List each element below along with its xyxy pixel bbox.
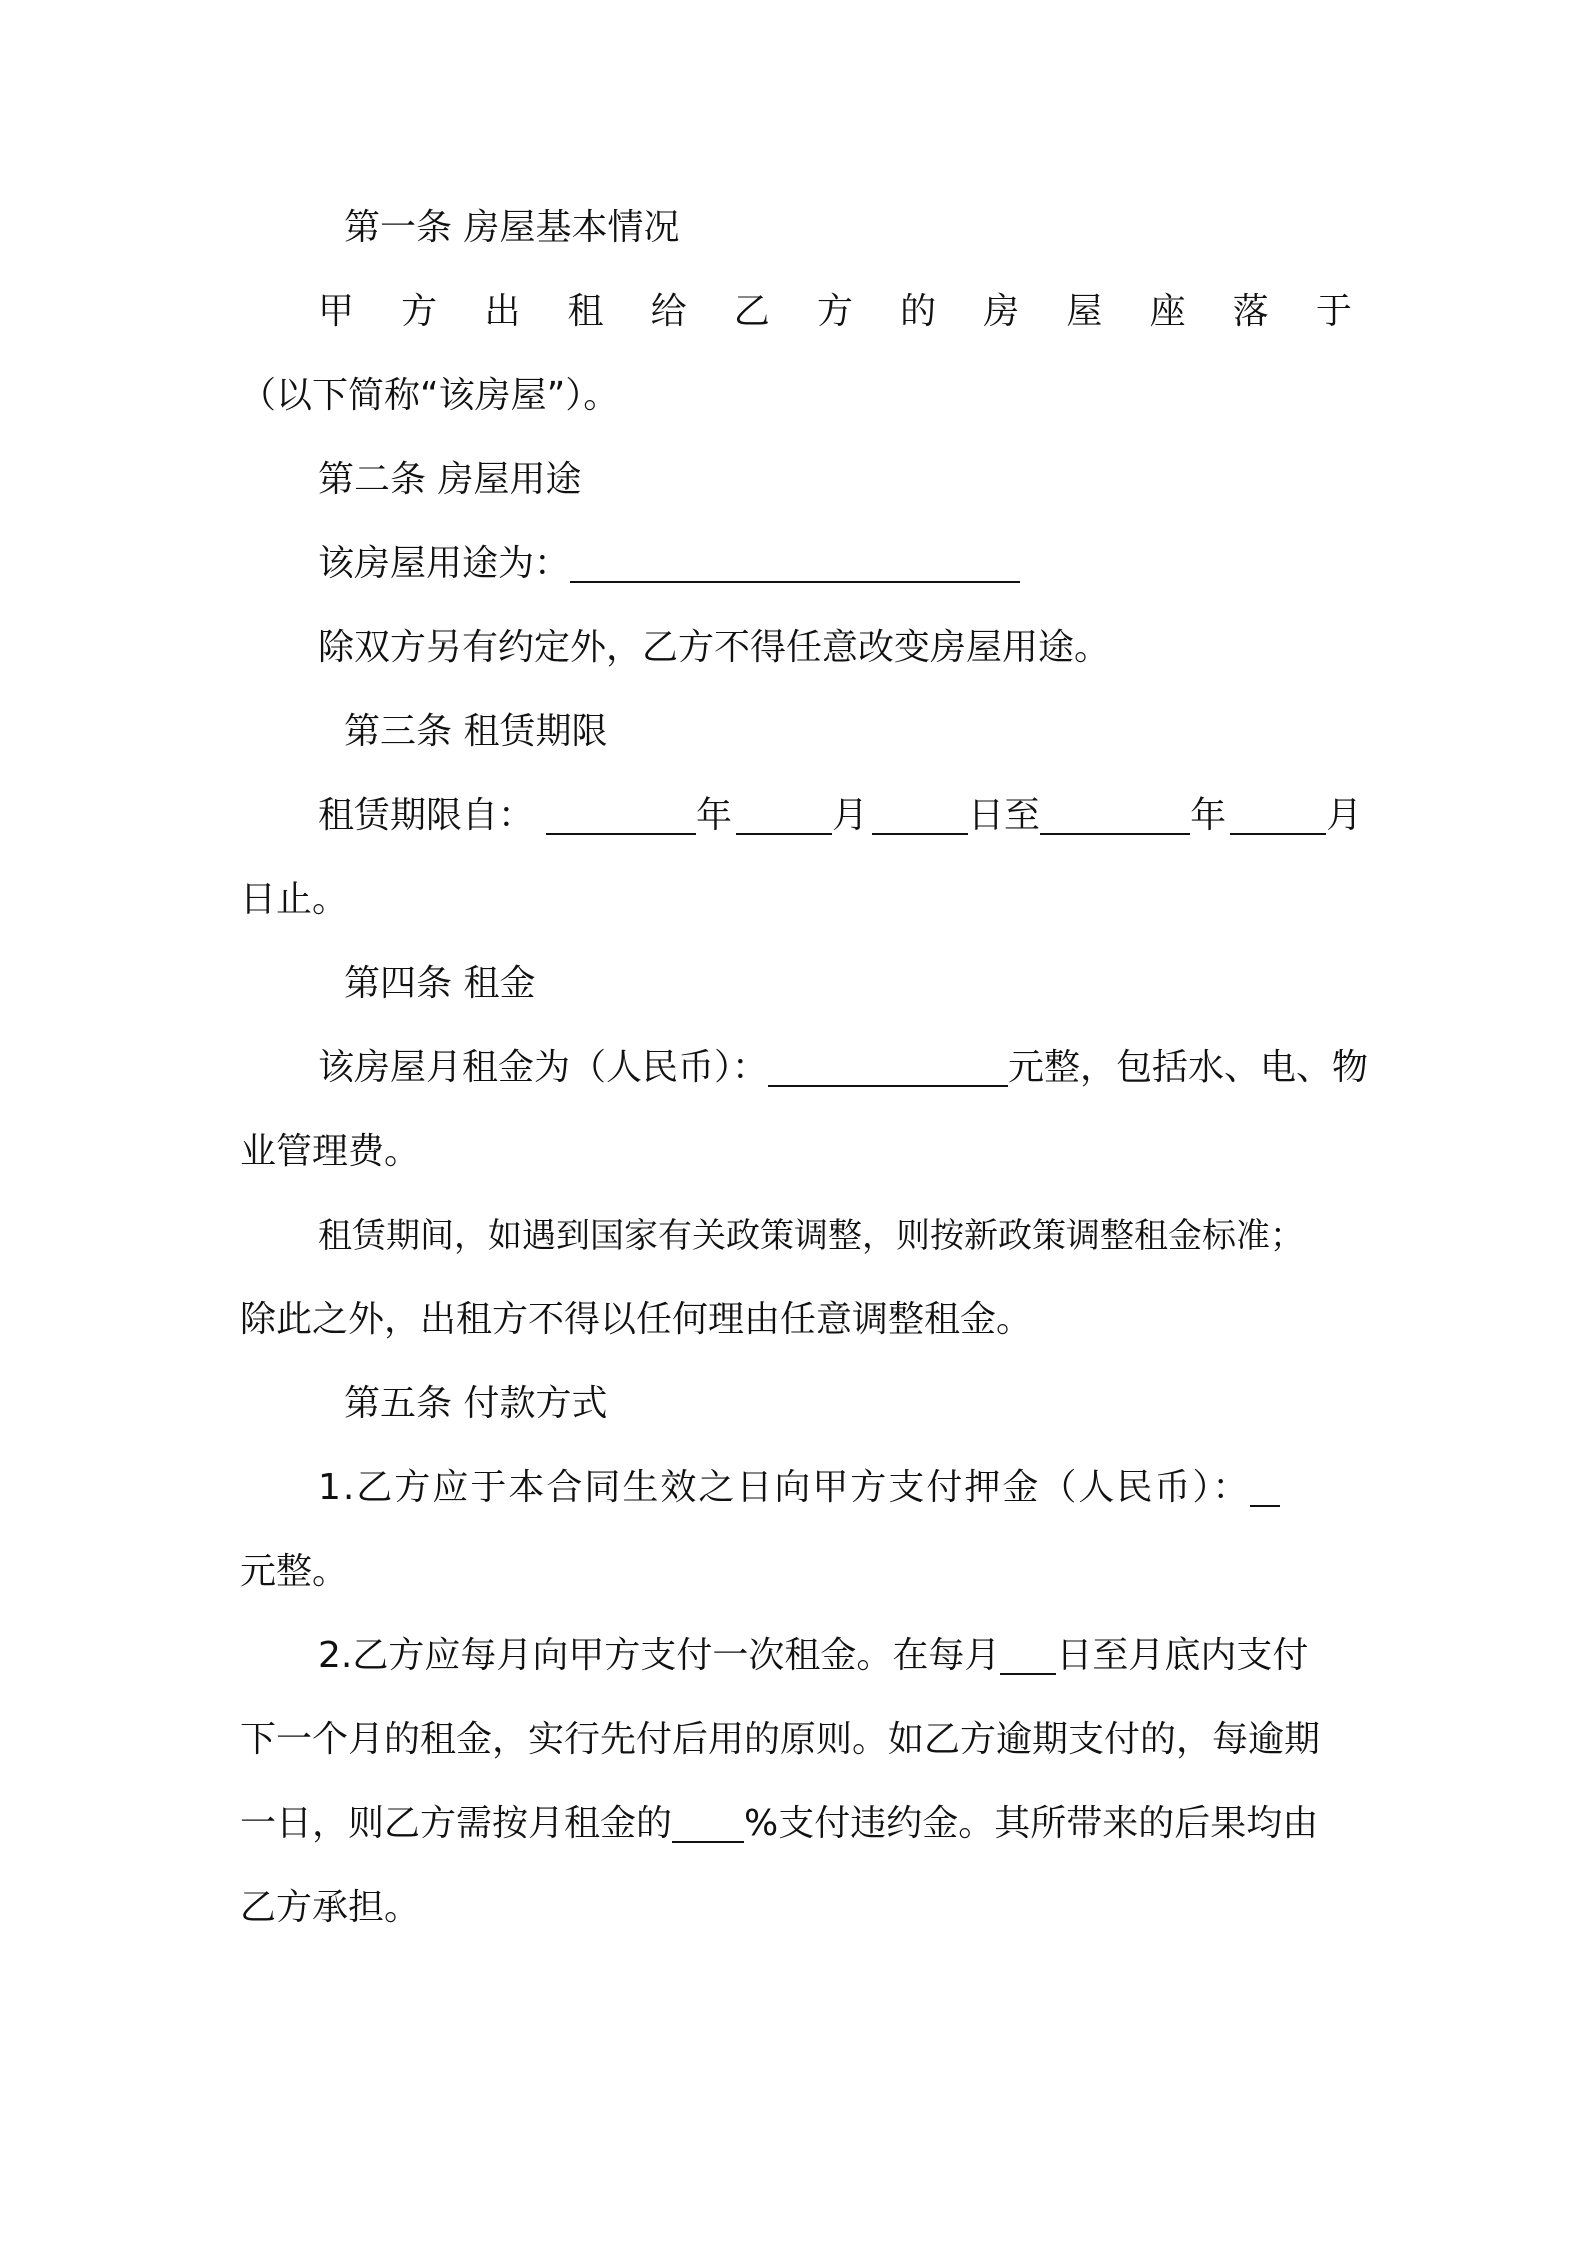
article5-item1-line1 xyxy=(318,1464,1352,1512)
item2-text-a: 2.乙方应每月向甲方支付一次租金。在每月 xyxy=(318,1635,1001,1676)
location-char: 房 xyxy=(983,291,1020,332)
article4-heading: 第四条 租金 xyxy=(344,963,536,1004)
location-char: 给 xyxy=(650,291,687,332)
article1-line2: （以下简称“该房屋”）。 xyxy=(240,375,620,416)
location-char: 方 xyxy=(401,291,438,332)
item1-text: 1.乙方应于本合同生效之日向甲方支付押金（人民币）： xyxy=(318,1467,1251,1508)
article4-policy-line1: 租赁期间，如遇到国家有关政策调整，则按新政策调整租金标准； xyxy=(318,1216,1304,1256)
item2-text-b: 日至月底内支付 xyxy=(1056,1635,1309,1676)
payment-day-blank[interactable] xyxy=(1000,1637,1056,1675)
year2-label: 年 xyxy=(1190,795,1227,836)
location-char: 甲 xyxy=(318,291,355,332)
article2-note: 除双方另有约定外，乙方不得任意改变房屋用途。 xyxy=(318,627,1111,668)
article5-item2-line3 xyxy=(240,1800,1352,1848)
location-char: 的 xyxy=(900,291,937,332)
deposit-blank[interactable] xyxy=(1250,1469,1280,1507)
article4-policy-line2: 除此之外，出租方不得以任何理由任意调整租金。 xyxy=(240,1299,1033,1340)
location-char: 于 xyxy=(1315,291,1352,332)
article5-item2-line1 xyxy=(318,1632,1352,1680)
article4-rent-line xyxy=(318,1044,1369,1092)
end-year-blank[interactable] xyxy=(1040,797,1190,835)
rent-label: 该房屋月租金为（人民币）： xyxy=(318,1047,769,1088)
article2-heading: 第二条 房屋用途 xyxy=(318,459,582,500)
article1-heading: 第一条 房屋基本情况 xyxy=(344,207,680,248)
location-char: 屋 xyxy=(1066,291,1103,332)
item2-text-d: %支付违约金。其所带来的后果均由 xyxy=(744,1803,1319,1844)
start-month-blank[interactable] xyxy=(736,797,832,835)
year1-label: 年 xyxy=(696,795,733,836)
location-char: 落 xyxy=(1232,291,1269,332)
day-to-label: 日至 xyxy=(968,795,1041,836)
month1-label: 月 xyxy=(832,795,869,836)
location-char: 租 xyxy=(567,291,604,332)
rent-suffix: 元整，包括水、电、物 xyxy=(1008,1047,1369,1088)
period-label: 租赁期限自： xyxy=(318,795,535,836)
article3-line2: 日止。 xyxy=(240,879,349,920)
location-char: 方 xyxy=(816,291,853,332)
end-month-blank[interactable] xyxy=(1230,797,1326,835)
use-blank[interactable] xyxy=(570,545,1020,583)
article3-heading: 第三条 租赁期限 xyxy=(344,711,608,752)
article4-rent-line2: 业管理费。 xyxy=(240,1131,421,1172)
start-day-blank[interactable] xyxy=(872,797,968,835)
article2-use-line xyxy=(318,540,1352,588)
use-label: 该房屋用途为： xyxy=(318,543,571,584)
rent-blank[interactable] xyxy=(768,1049,1008,1087)
article3-period-line xyxy=(318,792,1363,840)
month2-label: 月 xyxy=(1326,795,1363,836)
penalty-rate-blank[interactable] xyxy=(672,1805,744,1843)
item2-text-c: 一日，则乙方需按月租金的 xyxy=(240,1803,673,1844)
article5-item2-line4: 乙方承担。 xyxy=(240,1887,421,1928)
location-char: 乙 xyxy=(733,291,770,332)
location-char: 座 xyxy=(1149,291,1186,332)
article5-item2-line2: 下一个月的租金，实行先付后用的原则。如乙方逾期支付的，每逾期 xyxy=(240,1719,1321,1760)
start-year-blank[interactable] xyxy=(546,797,696,835)
location-char: 出 xyxy=(484,291,521,332)
article5-heading: 第五条 付款方式 xyxy=(344,1383,608,1424)
article5-item1-line2: 元整。 xyxy=(240,1551,349,1592)
article1-location-line xyxy=(318,288,1352,336)
